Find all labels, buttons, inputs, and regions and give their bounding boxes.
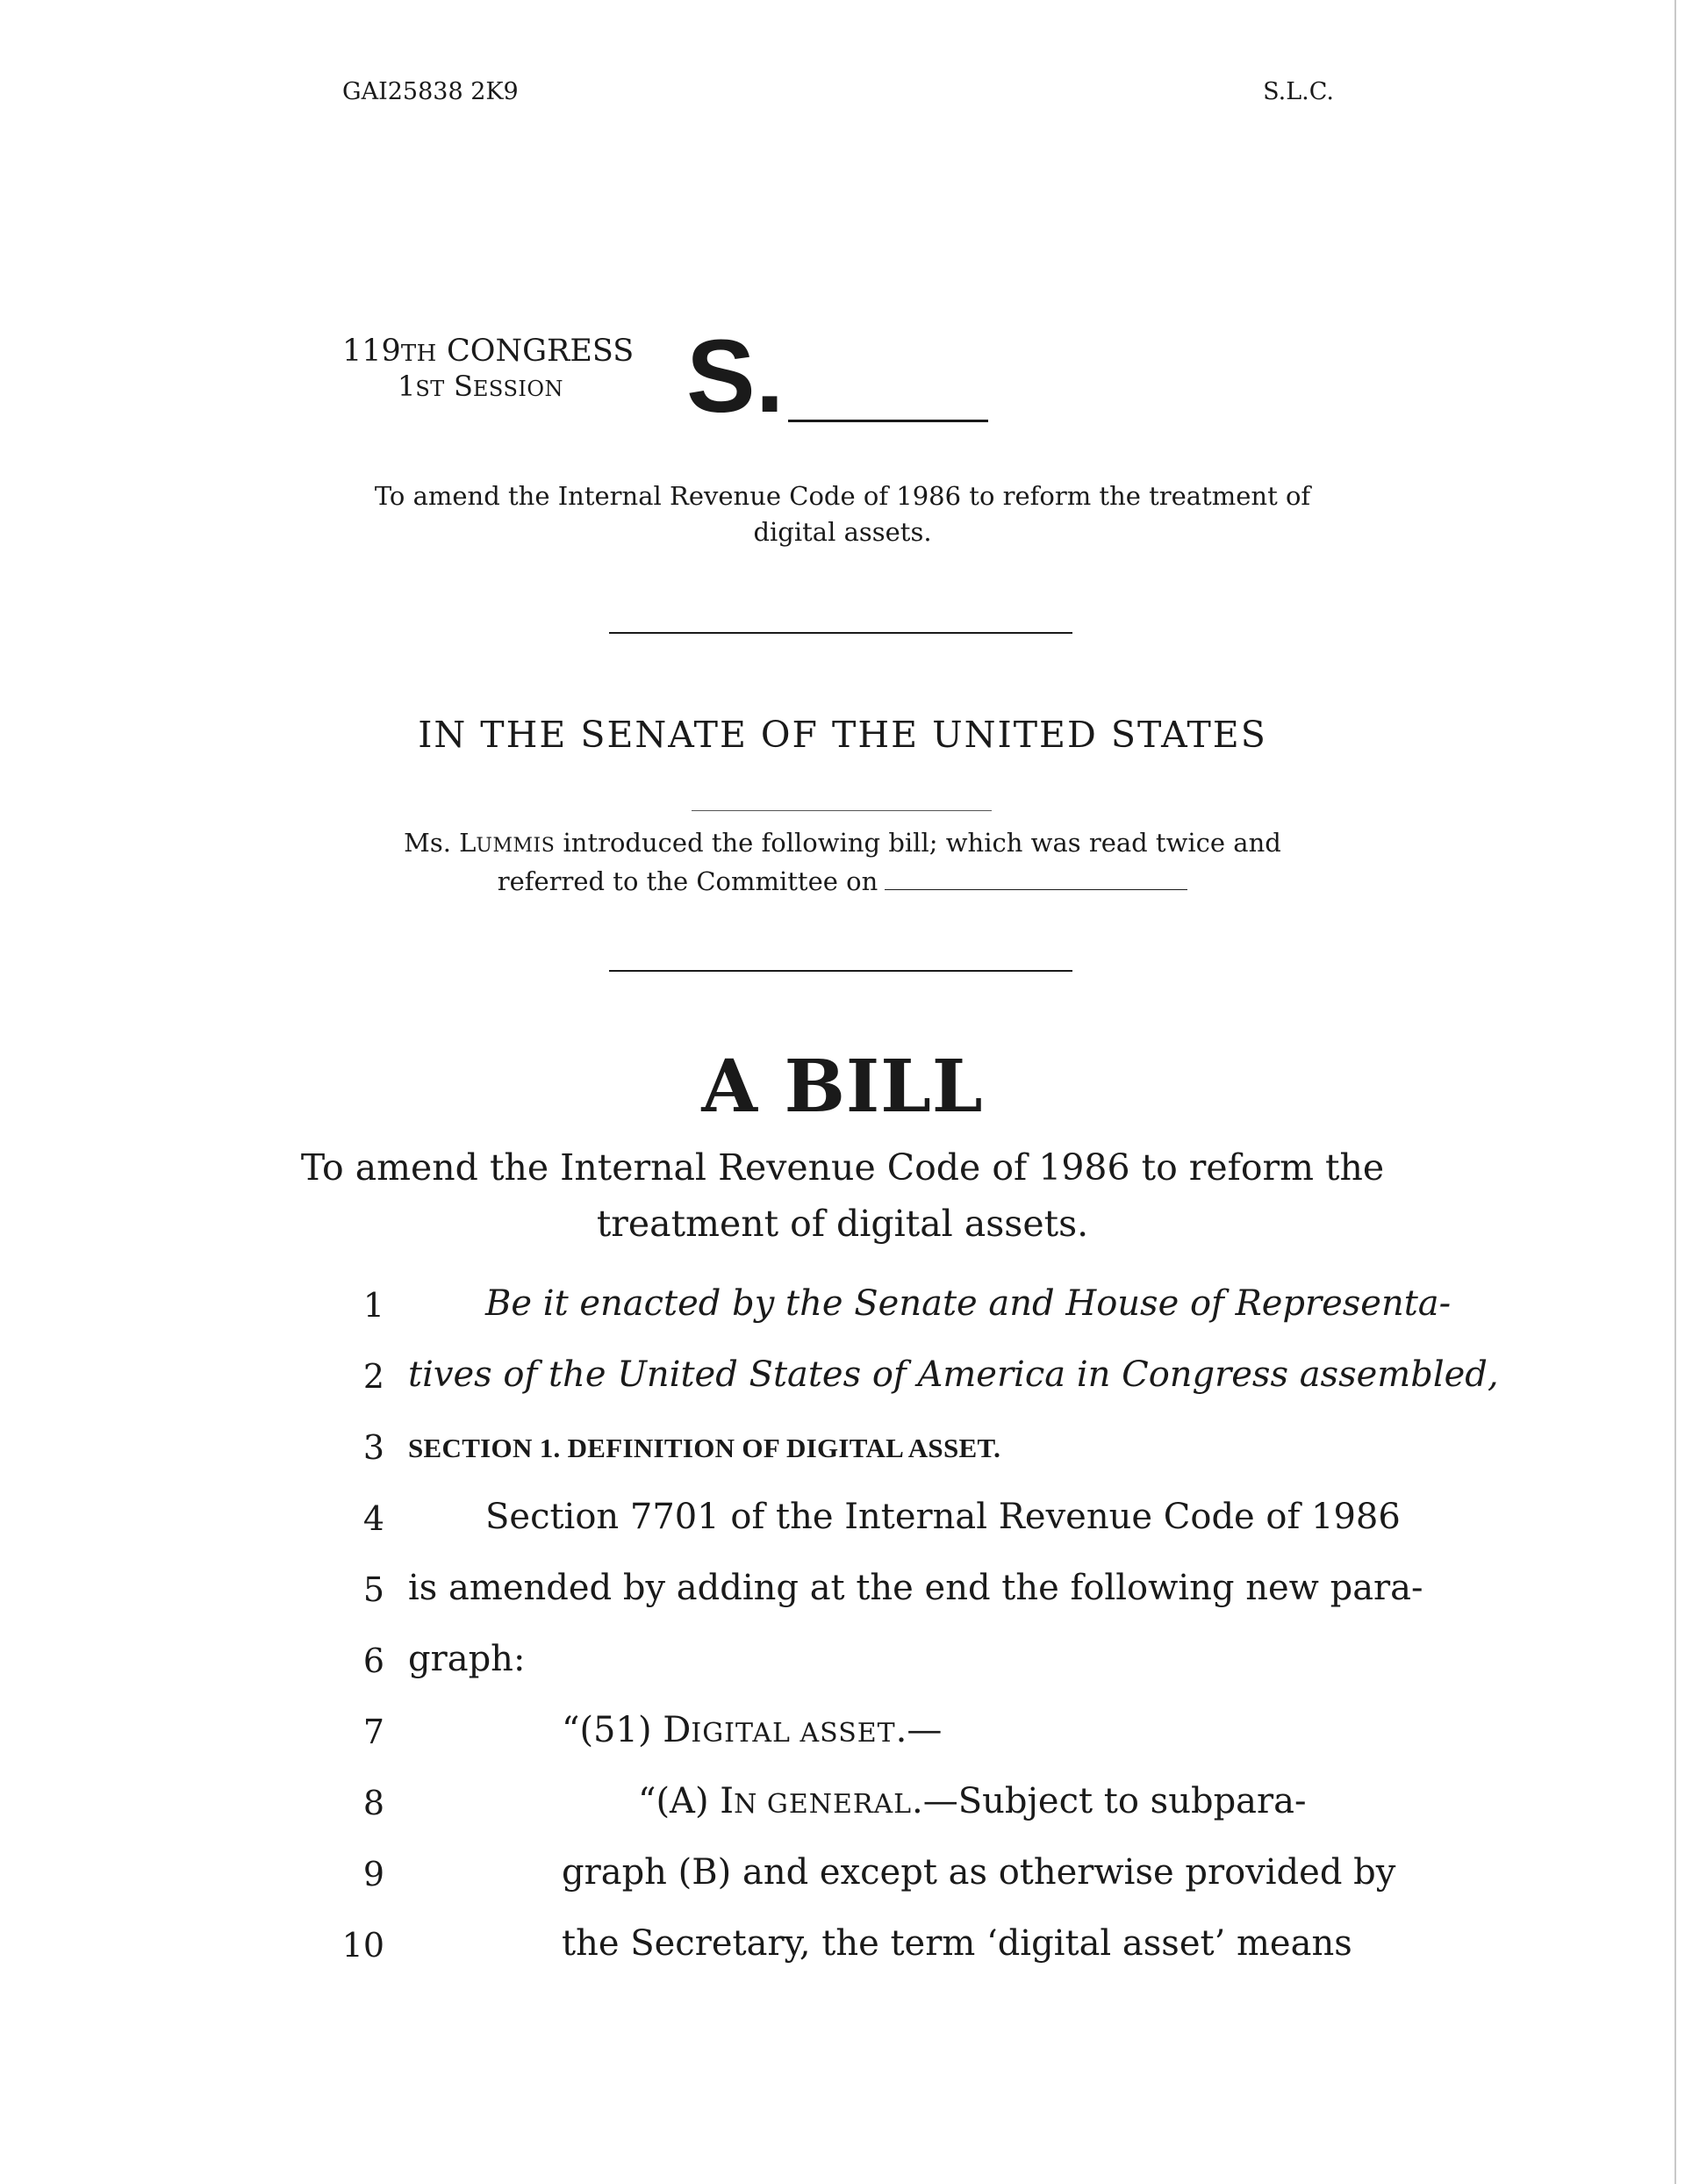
page-edge <box>1674 0 1676 2184</box>
committee-blank <box>885 880 1187 890</box>
doc-id: GAI25838 2K9 <box>342 78 519 105</box>
line-number: 2 <box>362 1357 384 1396</box>
divider-rule <box>609 970 1072 972</box>
line-number: 8 <box>362 1784 384 1822</box>
sponsor-name-rest: UMMIS <box>476 835 556 857</box>
body-line: graph: <box>408 1639 526 1679</box>
introduction-statement <box>347 825 1338 900</box>
line-number: 6 <box>362 1642 384 1680</box>
congress-number-suffix: TH <box>400 341 437 367</box>
bill-number-blank <box>788 420 988 422</box>
subparagraph-heading-end: .—Subject to subpara- <box>912 1781 1307 1821</box>
subparagraph-heading-smallcaps: N GENERAL <box>734 1789 913 1820</box>
sponsor-title: Ms. <box>404 828 451 858</box>
subparagraph-heading <box>638 1781 1307 1821</box>
body-line: is amended by adding at the end the following new para- <box>408 1568 1423 1608</box>
paragraph-heading-start: “(51) D <box>562 1710 692 1750</box>
congress-label <box>342 334 634 371</box>
bill-number-prefix: S. <box>686 319 785 435</box>
chamber-heading: IN THE SENATE OF THE UNITED STATES <box>418 714 1267 756</box>
session-number: 1 <box>398 370 416 403</box>
section-heading: SECTION 1. DEFINITION OF DIGITAL ASSET. <box>408 1433 1001 1463</box>
introduction-text: introduced the following bill; which was read twice and referred to the Committee on <box>497 828 1281 896</box>
paragraph-heading-smallcaps: IGITAL ASSET <box>691 1718 896 1749</box>
paragraph-heading <box>562 1710 942 1750</box>
office-code: S.L.C. <box>1263 78 1334 105</box>
paragraph-heading-end: .— <box>895 1710 943 1750</box>
line-number: 4 <box>362 1499 384 1538</box>
congress-word: CONGRESS <box>446 334 635 369</box>
body-line: graph (B) and except as otherwise provided by <box>562 1852 1396 1893</box>
session-number-suffix: ST <box>415 377 445 401</box>
line-number: 10 <box>341 1926 384 1965</box>
bill-heading: A BILL <box>701 1045 984 1129</box>
body-line: the Secretary, the term ‘digital asset’ means <box>562 1923 1352 1964</box>
purpose-short: To amend the Internal Revenue Code of 1986 to reform the treatment of digital assets. <box>374 481 1311 547</box>
congress-number: 119 <box>342 334 401 369</box>
sponsor-first-letter: L <box>459 828 477 858</box>
body-line: Section 7701 of the Internal Revenue Code of 1986 <box>485 1497 1401 1537</box>
line-number: 1 <box>362 1286 384 1325</box>
line-number: 3 <box>362 1428 384 1467</box>
purpose-long: To amend the Internal Revenue Code of 1986 to reform the treatment of digital assets. <box>300 1146 1385 1245</box>
subparagraph-heading-start: “(A) I <box>638 1781 735 1821</box>
enacting-clause-line: Be it enacted by the Senate and House of Representa- <box>485 1283 1452 1324</box>
enacting-clause-line: tives of the United States of America in Congress assembled, <box>408 1354 1499 1395</box>
line-number: 5 <box>362 1570 384 1609</box>
line-number: 7 <box>362 1713 384 1751</box>
line-number: 9 <box>362 1855 384 1893</box>
divider-rule <box>609 632 1072 634</box>
session-first-letter: S <box>453 370 473 403</box>
divider-rule-short <box>692 810 992 811</box>
session-label <box>398 369 563 406</box>
session-rest: ESSION <box>472 377 564 401</box>
